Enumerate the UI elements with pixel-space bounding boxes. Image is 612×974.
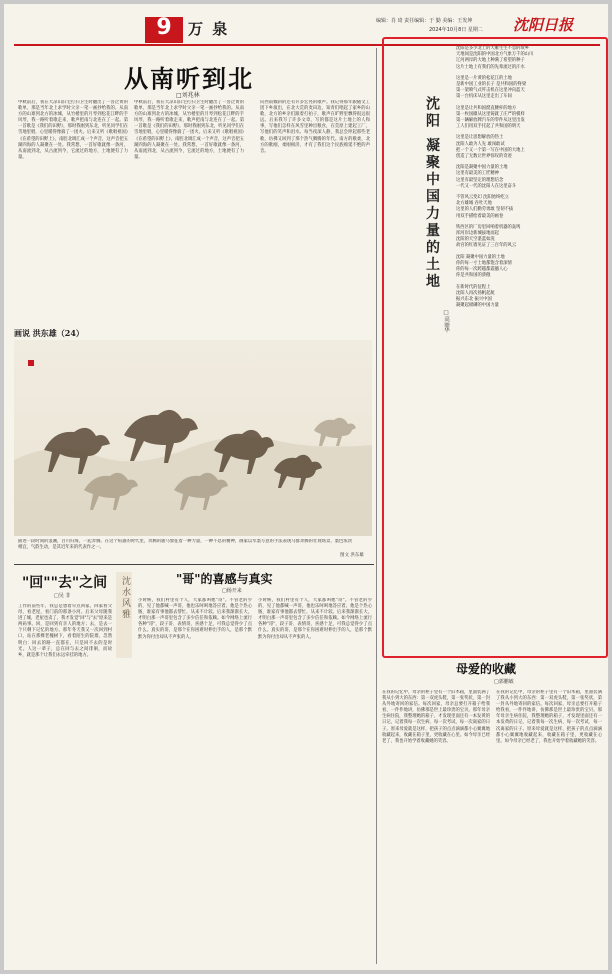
newspaper-page (4, 4, 608, 970)
top-article-body: 中秋前后，我在大凉山旧宅打扫卫生时翻出了一沓泛黄的歌单，那是当年北上求学时父亲一笔一画抄给我的。从南方的山寨到北方的冰城，从竹楼里的月琴到松花江畔的手风琴，我一路听着歌走来，歌声把南与北连在了一起。第一首歌是《我们的田野》，那时我刚到东北，听见同学们在雪地里唱，心里暖得像揣了一团火。后来又听《歌唱祖国》《在希望的田野上》，南腔北调汇成一个声音，这声音把五湖四海的人凝聚在一处。我常想，一首好歌就像一条河，从南流到北，从古流到今，它流过的地方，土地便有了力量。 (134, 100, 244, 160)
poem-stanza: 在新时代的征程上 沈阳人再次扬帆起航 振兴东北 振兴中国 凝聚起磅礴的中国力量 (456, 284, 499, 309)
section-divider (14, 564, 374, 565)
poem-author: □高丽华 (443, 310, 449, 333)
top-article-byline: □刘兆林 (176, 92, 200, 99)
top-article-body: 中秋前后，我在大凉山旧宅打扫卫生时翻出了一沓泛黄的歌单，那是当年北上求学时父亲一笔一画抄给我的。从南方的山寨到北方的冰城，从竹楼里的月琴到松花江畔的手风琴，我一路听着歌走来，歌声把南与北连在了一起。第一首歌是《我们的田野》，那时我刚到东北，听见同学们在雪地里唱，心里暖得像揣了一团火。后来又听《歌唱祖国》《在希望的田野上》，南腔北调汇成一个声音，这声音把五湖四海的人凝聚在一处。我常想，一首好歌就像一条河，从南流到北，从古流到今，它流过的地方，土地便有了力量。 (18, 100, 128, 160)
bottom-left-byline: □吴 非 (54, 593, 71, 599)
painting-caption-title: 画说 洪东雄（24） (14, 328, 84, 338)
poem-stanza: 这里是让思想解放的热土 沈阳人敢为人先 敢闯敢试 把一个又一个第一写在中国的大地上 创造了无数让世界惊叹的奇迹 (456, 135, 525, 160)
poem-title: 沈阳 凝聚中国力量的土地 (424, 96, 440, 291)
top-article-body-right: 向西南倾斜的还有许多宏亮的歌声。我记得那年跟随文工团下乡演出，在北大荒的麦田边，知青们唱起了家乡的山歌，北方的乡亲们跟着打拍子，歌声在旷野里飘得很远很远。后来我写了许多文章，写的都是这片土地上的人和事，写他们怎样在风雪里种出粮食，在荒原上建起工厂，写他们的笑声和泪水。每当夜深人静，我总会哼起那些老歌，仿佛又回到了那个热气腾腾的年代。南方的歌柔，北方的歌刚，柔刚相济，才有了我们这个民族绵延不绝的声音。 (260, 100, 370, 154)
page-number: 9 (156, 15, 172, 40)
bottom-right-title: 母爱的收藏 (456, 662, 517, 676)
editors-line: 编辑：肖 琦 责任编辑：于 勤 美编：王发坤 (376, 18, 473, 24)
bottom-left-title: "回""去"之间 (22, 575, 108, 591)
painting-credit: 图文 洪东雄 (340, 553, 364, 558)
bottom-middle-title: "哥"的喜感与真实 (176, 572, 273, 586)
bottom-middle-byline: □杨开来 (222, 588, 242, 594)
column-tag-text: 沈水风雅 (120, 576, 130, 620)
poem-stanza: 这里是让共和国挺直腰杆的地方 第一枚国徽从这里铸就了庄严的模样 第一辆解放牌汽车的零件从这里出发 工人们用双手托起了共和国的明天 (456, 105, 525, 130)
section-name: 万 泉 (188, 20, 230, 38)
poem-stanza: 铁西区的厂房里回响着机器的轰鸣 浑河岸边新城拔地而起 沈阳的天空湛蓝如洗 故宫的红墙见证了三百年的风云 (456, 224, 521, 249)
painting-artwork (14, 340, 372, 536)
top-article-title: 从南听到北 (124, 64, 254, 93)
bottom-middle-body: 小时候，我们村里有个人，大家都叫他"哥"。不管老的少的，见了他都喊一声哥，他也乐呵呵地答应着。他是个热心肠，谁家有事他都去帮忙，从来不计较。后来我渐渐长大，才明白那一声哥里包含了多少信任和依赖。如今网络上流行各种"哥"，段子哥、表情哥，喜感十足，可我总觉得少了点什么。真实的哥，是那个在你困难时伸出手的人，是那个默默为你付出却从不声张的人。 (258, 598, 372, 640)
poem-stanza: 不管风云变幻 沈阳始终屹立 北方雄城 吞吐天地 这里的人们勤劳勇敢 坚韧不拔 用双手描绘着最美的画卷 (456, 195, 514, 219)
column-tag (116, 572, 132, 658)
poem-stanza: 沈阳 凝聚中国力量的土地 你的每一寸土地都饱含着深情 你的每一次跨越都震撼人心 你是共和国的骄傲 (456, 254, 512, 279)
painting-description: 描述一段时间的浪潮，百川归海，一起奔腾。在这个喧嚣的时代里，奔腾的骏马象征着一种力量，一种不息的精神，画家以水墨写意的手法表现马群奔腾的壮观场景，墨色浓淡相宜，气韵生动，是其近年来的代表作之一。 (18, 539, 352, 551)
poem-stanza: 沈阳是多少北上的大雁生生不息的故乡 天地间是沈阳的中国北方气象万千的山川 辽河两岸的大地上种满了希望的种子 这片土地上有我们的先辈流过的汗水 (456, 46, 534, 70)
date-line: 2024年10月8日 星期二 (429, 27, 483, 33)
column-divider (376, 48, 377, 964)
poem-body (456, 46, 596, 646)
bottom-right-body: 在我的记忆中，母亲的柜子里有一个旧木箱，里面装满了我从小到大的东西：第一双虎头鞋，第一张奖状，第一封从外地寄回的家信。每次回家，母亲总要打开箱子给我看，一件件地讲，仿佛那是世上最珍贵的宝贝。那年母亲生病住院，我整理她的箱子，才发现里面还有一本发黄的日记，记着我每一次生病、每一次考试、每一次离家的日子。原来母爱就是这样，把孩子的点点滴滴都小心翼翼地收藏起来，收藏在箱子里，更收藏在心里。如今母亲已经老了，我也开始学着收藏她的笑容。 (382, 690, 490, 744)
bottom-right-byline: □郭鹏敏 (494, 679, 514, 685)
bottom-left-body: 工作的前些年，我总是想着早点回家，回家看父母，看老屋，看门前的那条小河。后来父母随我进了城，老屋也卖了，我才发觉"回"与"去"原来是两码事。回，是回到有亲人的地方；去，是去一个只剩下记忆的地方。那年冬天我又一次回到村口，站在那棵老槐树下，看着陌生的院墙，忽然明白：回去的路一直都在，只是回不去的是时光。人这一辈子，总在回与去之间徘徊，而故乡，就是那个让我们永远牵挂的地方。 (18, 604, 112, 658)
bottom-right-body: 在我的记忆中，母亲的柜子里有一个旧木箱，里面装满了我从小到大的东西：第一双虎头鞋，第一张奖状，第一封从外地寄回的家信。每次回家，母亲总要打开箱子给我看，一件件地讲，仿佛那是世上最珍贵的宝贝。那年母亲生病住院，我整理她的箱子，才发现里面还有一本发黄的日记，记着我每一次生病、每一次考试、每一次离家的日子。原来母爱就是这样，把孩子的点点滴滴都小心翼翼地收藏起来，收藏在箱子里，更收藏在心里。如今母亲已经老了，我也开始学着收藏她的笑容。 (496, 690, 602, 744)
poem-stanza: 沈阳是凝聚中国力量的土地 这里有最美的工匠精神 这里有最坚定的理想信念 一代又一代的沈阳人在这里奋斗 (456, 165, 517, 189)
bottom-middle-body: 小时候，我们村里有个人，大家都叫他"哥"。不管老的少的，见了他都喊一声哥，他也乐呵呵地答应着。他是个热心肠，谁家有事他都去帮忙，从来不计较。后来我渐渐长大，才明白那一声哥里包含了多少信任和依赖。如今网络上流行各种"哥"，段子哥、表情哥，喜感十足，可我总觉得少了点什么。真实的哥，是那个在你困难时伸出手的人，是那个默默为你付出却从不声张的人。 (138, 598, 252, 640)
poem-stanza: 这里是一片黄的松花江的土地 是新中国工业的长子 是共和国的脊梁 第一架喷气式歼击机在这里冲向蓝天 第一台机床从这里走出了车间 (456, 75, 527, 100)
paper-logo: 沈阳日报 (513, 16, 574, 34)
